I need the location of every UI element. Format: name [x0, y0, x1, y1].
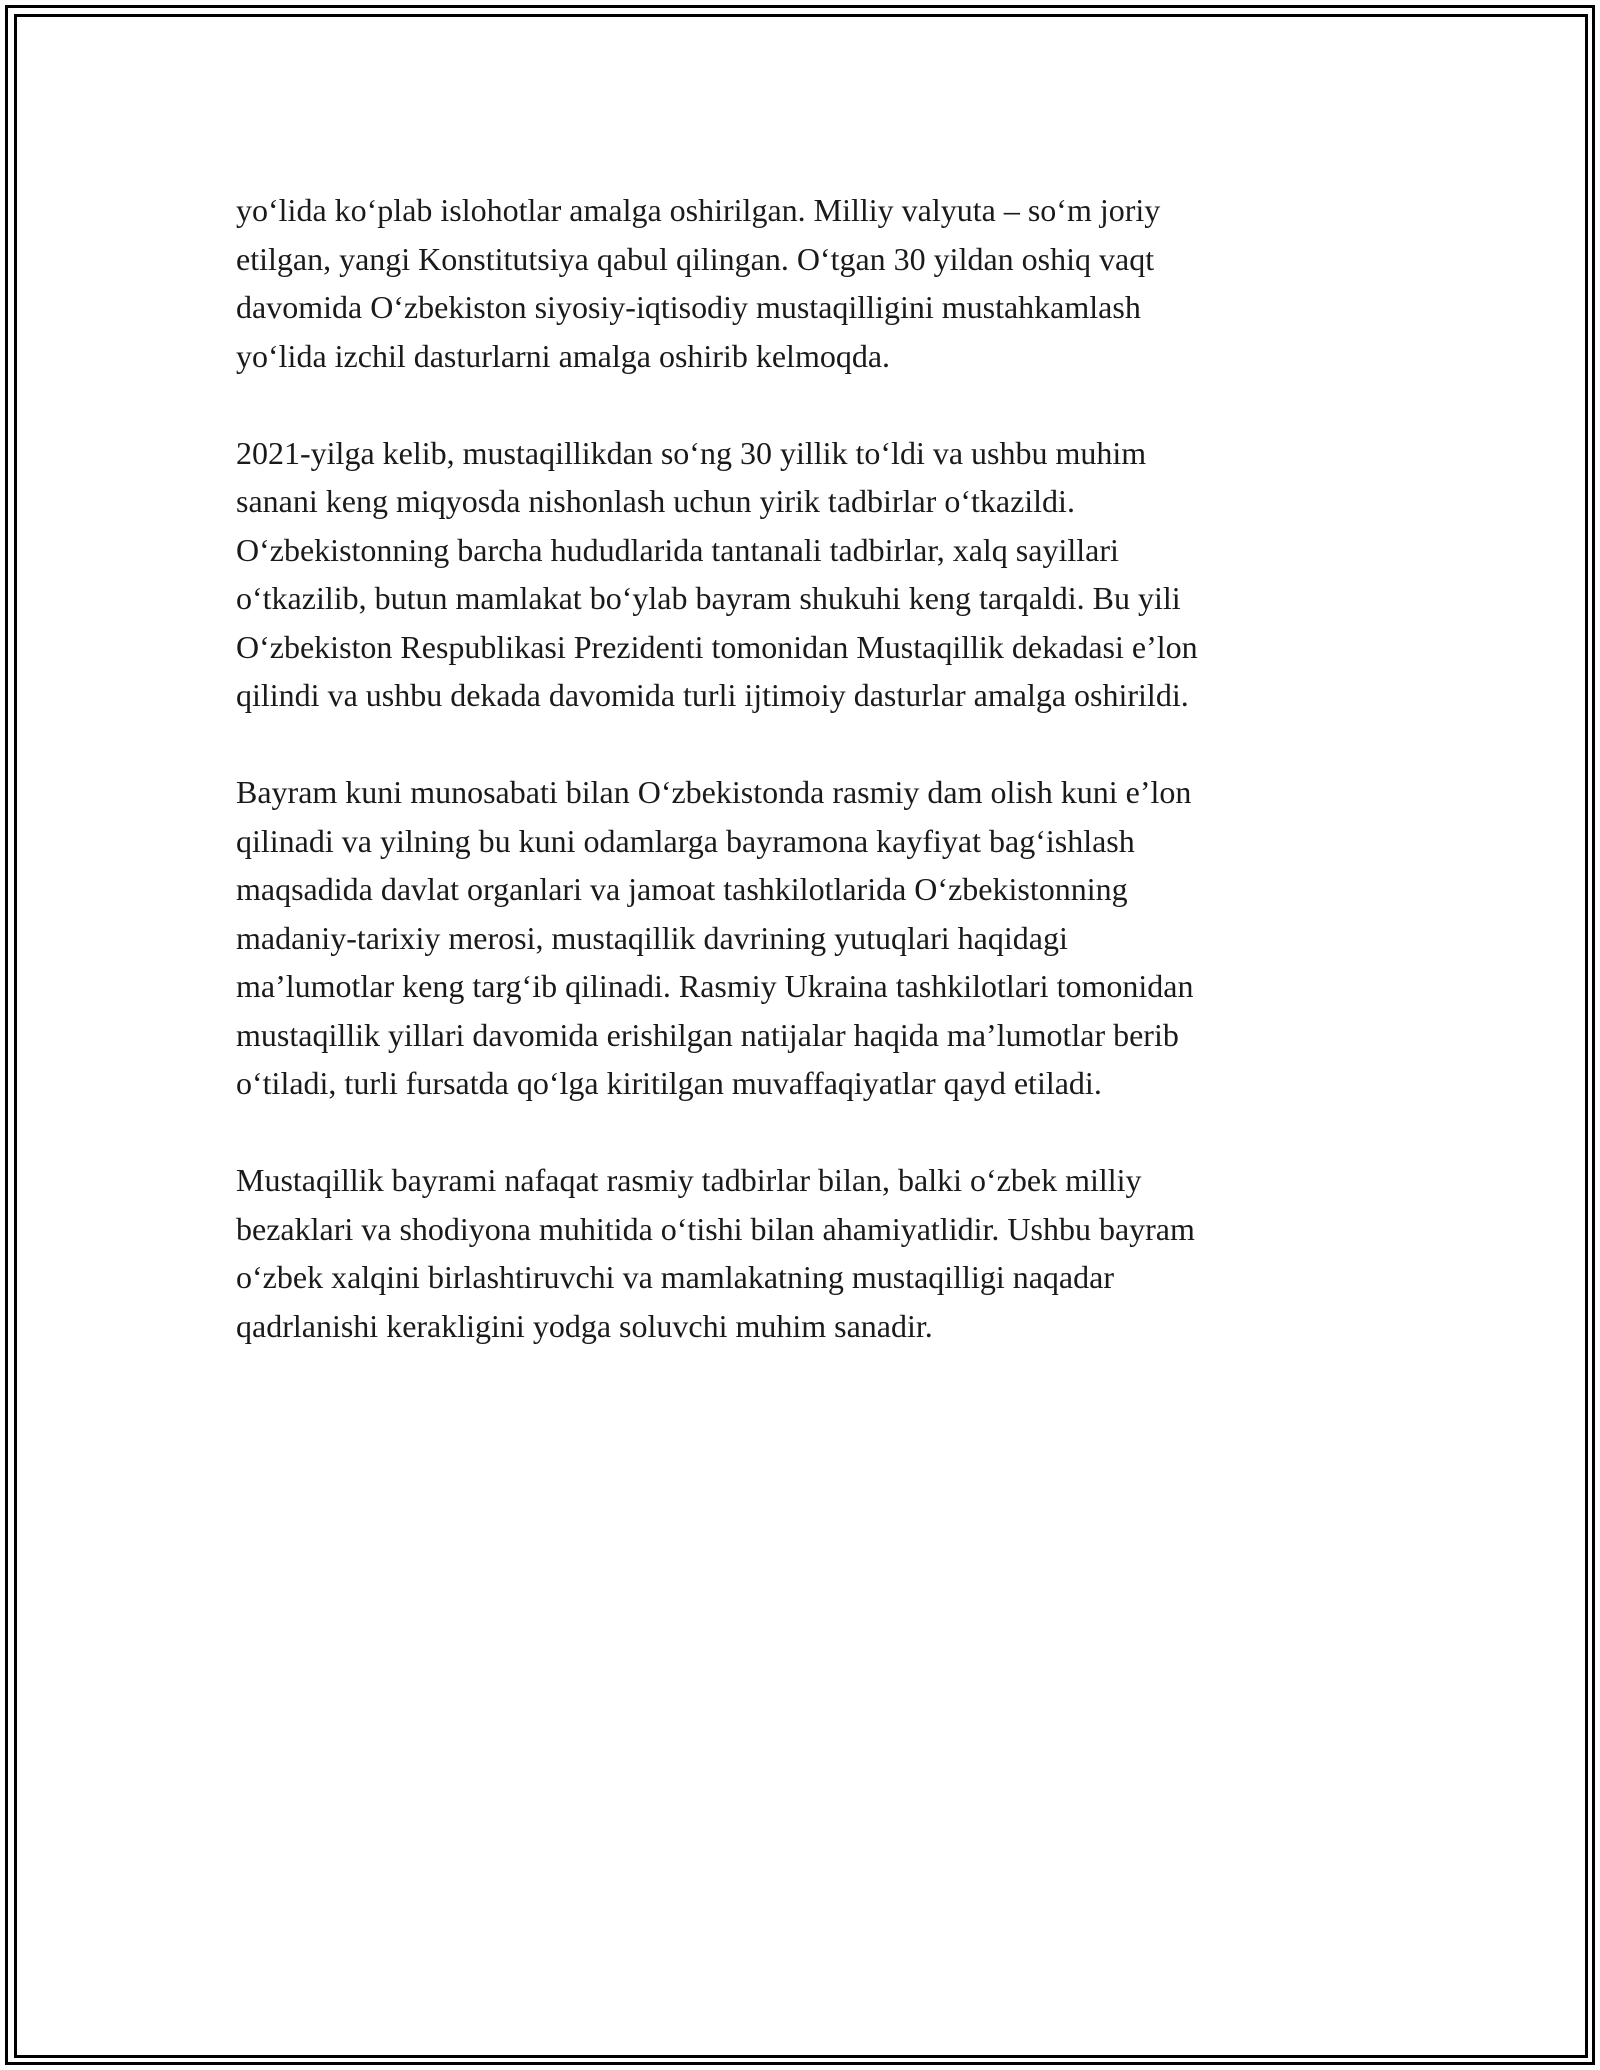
paragraph-4	[236, 1156, 1366, 1350]
text-line: mustaqillik yillari davomida erishilgan natijalar haqida ma’lumotlar berib	[236, 1016, 1179, 1053]
text-line: 2021-yilga kelib, mustaqillikdan so‘ng 30 yillik to‘ldi va ushbu muhim	[236, 434, 1147, 471]
text-line: ma’lumotlar keng targ‘ib qilinadi. Rasmiy Ukraina tashkilotlari tomonidan	[236, 968, 1194, 1004]
text-line: yo‘lida ko‘plab islohotlar amalga oshirilgan. Milliy valyuta – so‘m joriy	[236, 192, 1161, 228]
text-line: madaniy-tarixiy merosi, mustaqillik davrining yutuqlari haqidagi	[236, 919, 1068, 956]
text-line: yo‘lida izchil dasturlarni amalga oshirib kelmoqda.	[236, 337, 891, 374]
text-line: qilinadi va yilning bu kuni odamlarga bayramona kayfiyat bag‘ishlash	[236, 822, 1135, 859]
text-line: O‘zbekiston Respublikasi Prezidenti tomonidan Mustaqillik dekadasi e’lon	[236, 628, 1198, 665]
text-line: davomida O‘zbekiston siyosiy-iqtisodiy mustaqilligini mustahkamlash	[236, 289, 1141, 325]
paragraph-3	[236, 768, 1366, 1108]
text-line: qadrlanishi kerakligini yodga soluvchi muhim sanadir.	[236, 1307, 933, 1344]
paragraph-1	[236, 186, 1366, 380]
text-line: maqsadida davlat organlari va jamoat tashkilotlarida O‘zbekistonning	[236, 871, 1128, 907]
text-line: etilgan, yangi Konstitutsiya qabul qilingan. O‘tgan 30 yildan oshiq vaqt	[236, 240, 1155, 277]
text-line: o‘zbek xalqini birlashtiruvchi va mamlakatning mustaqilligi naqadar	[236, 1259, 1114, 1295]
text-line: bezaklari va shodiyona muhitida o‘tishi bilan ahamiyatlidir. Ushbu bayram	[236, 1210, 1195, 1247]
text-line: o‘tiladi, turli fursatda qo‘lga kiritilgan muvaffaqiyatlar qayd etiladi.	[236, 1065, 1102, 1101]
text-line: O‘zbekistonning barcha hududlarida tantanali tadbirlar, xalq sayillari	[236, 531, 1119, 568]
text-line: o‘tkazilib, butun mamlakat bo‘ylab bayram shukuhi keng tarqaldi. Bu yili	[236, 580, 1181, 616]
document-body	[236, 186, 1366, 1399]
text-line: qilindi va ushbu dekada davomida turli ijtimoiy dasturlar amalga oshirildi.	[236, 677, 1189, 713]
text-line: Mustaqillik bayrami nafaqat rasmiy tadbirlar bilan, balki o‘zbek milliy	[236, 1162, 1142, 1198]
text-line: sanani keng miqyosda nishonlash uchun yirik tadbirlar o‘tkazildi.	[236, 483, 1075, 519]
paragraph-2	[236, 429, 1366, 720]
text-line: Bayram kuni munosabati bilan O‘zbekistonda rasmiy dam olish kuni e’lon	[236, 774, 1192, 810]
